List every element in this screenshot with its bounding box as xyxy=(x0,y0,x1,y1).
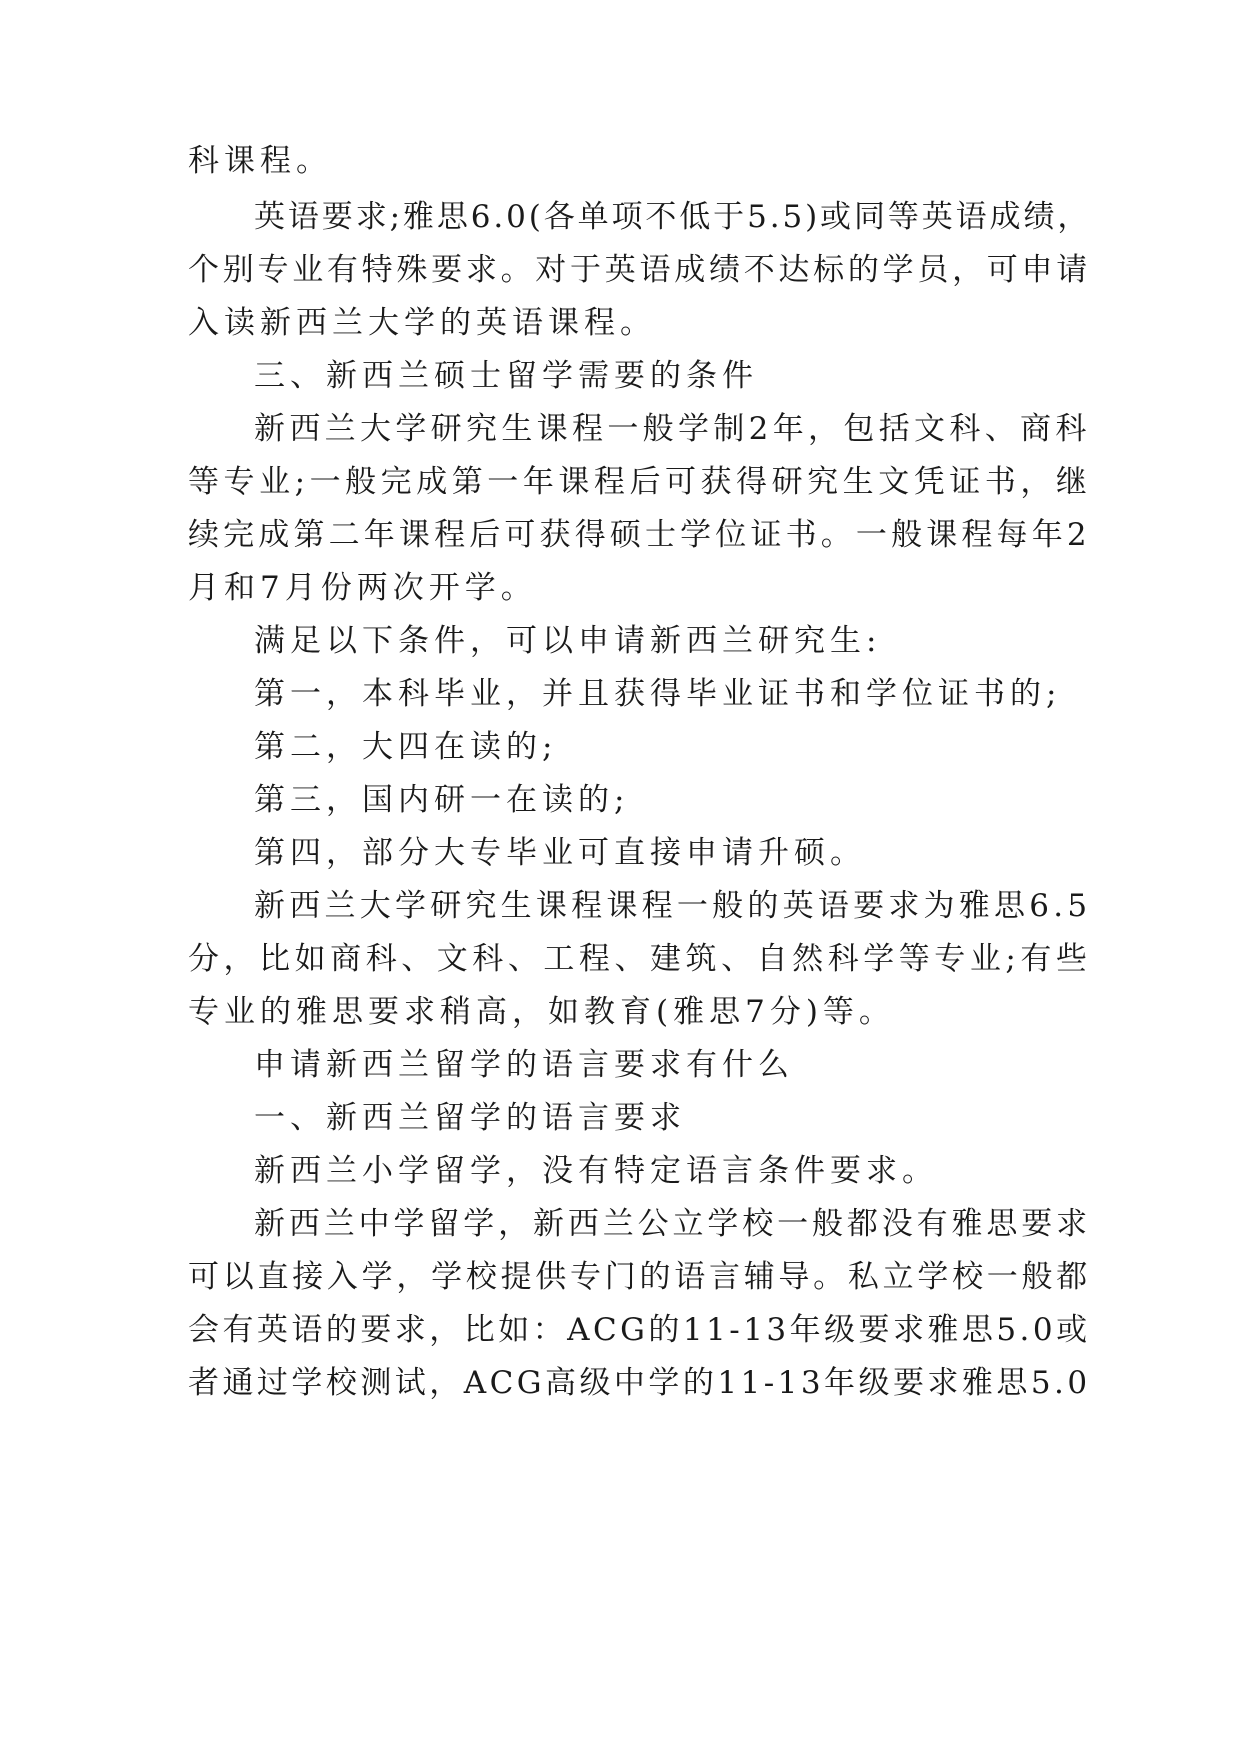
text-line: 可以直接入学，学校提供专门的语言辅导。私立学校一般都 xyxy=(188,1259,1091,1295)
paragraph-line: 新西兰中学留学，新西兰公立学校一般都没有雅思要求 xyxy=(254,1206,1091,1242)
paragraph-line: 新西兰小学留学，没有特定语言条件要求。 xyxy=(254,1153,938,1189)
paragraph-line: 英语要求;雅思6.0(各单项不低于5.5)或同等英语成绩， xyxy=(254,199,1092,235)
paragraph-line: 新西兰大学研究生课程一般学制2年，包括文科、商科 xyxy=(254,411,1091,447)
list-item: 第一，本科毕业，并且获得毕业证书和学位证书的; xyxy=(254,676,1062,712)
text-line: 等专业;一般完成第一年课程后可获得研究生文凭证书，继 xyxy=(188,464,1092,500)
text-line: 续完成第二年课程后可获得硕士学位证书。一般课程每年2 xyxy=(188,517,1091,553)
list-item: 第三，国内研一在读的; xyxy=(254,782,630,818)
section-heading: 三、新西兰硕士留学需要的条件 xyxy=(254,358,758,394)
list-item: 第二，大四在读的; xyxy=(254,729,558,765)
text-line: 专业的雅思要求稍高，如教育(雅思7分)等。 xyxy=(188,994,895,1030)
list-item: 第四，部分大专毕业可直接申请升硕。 xyxy=(254,835,866,871)
text-line: 者通过学校测试，ACG高级中学的11-13年级要求雅思5.0 xyxy=(188,1365,1091,1401)
text-line: 月和7月份两次开学。 xyxy=(188,570,537,606)
text-line: 个别专业有特殊要求。对于英语成绩不达标的学员，可申请 xyxy=(188,252,1091,288)
text-line: 会有英语的要求，比如：ACG的11-13年级要求雅思5.0或 xyxy=(188,1312,1091,1348)
section-heading: 申请新西兰留学的语言要求有什么 xyxy=(254,1047,794,1083)
paragraph-line: 新西兰大学研究生课程课程一般的英语要求为雅思6.5 xyxy=(254,888,1092,924)
text-line: 入读新西兰大学的英语课程。 xyxy=(188,305,656,341)
section-heading: 一、新西兰留学的语言要求 xyxy=(254,1100,686,1136)
text-line: 分，比如商科、文科、工程、建筑、自然科学等专业;有些 xyxy=(188,941,1092,977)
paragraph-line: 满足以下条件，可以申请新西兰研究生: xyxy=(254,623,882,659)
text-line: 科课程。 xyxy=(188,143,332,179)
